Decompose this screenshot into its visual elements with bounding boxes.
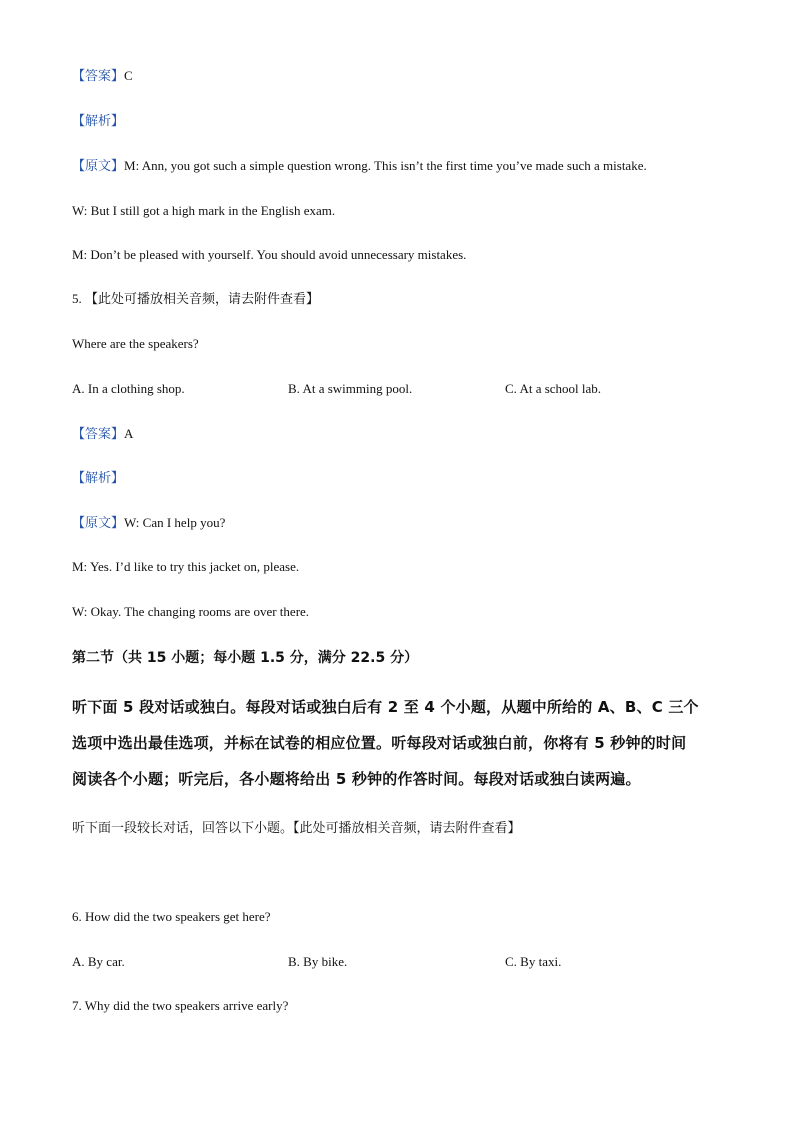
q6-option-c: C. By taxi. — [505, 954, 562, 969]
q6-option-b: B. By bike. — [288, 954, 348, 969]
answer-label: 【答案】 — [72, 68, 125, 83]
q5-script-line-2: M: Yes. I’d like to try this jacket on, please. — [72, 559, 300, 574]
q5-answer — [72, 425, 133, 443]
section2-instruction-2: 选项中选出最佳选项，并标在试卷的相应位置。听每段对话或独白前，你将有 5 秒钟的时间 — [72, 734, 687, 752]
q5-question: Where are the speakers? — [72, 336, 199, 351]
script-text: M: Ann, you got such a simple question wrong. This isn’t the first time you’ve made such a mistake. — [124, 158, 647, 173]
q4-script-line-1 — [72, 157, 647, 175]
q4-script-line-2: W: But I still got a high mark in the English exam. — [72, 203, 336, 218]
q5-option-b: B. At a swimming pool. — [288, 381, 413, 396]
script-text: W: Can I help you? — [124, 515, 226, 530]
script-label: 【原文】 — [72, 515, 125, 530]
long-dialogue-note: 听下面一段较长对话，回答以下小题。【此处可播放相关音频，请去附件查看】 — [72, 820, 521, 835]
script-label: 【原文】 — [72, 158, 125, 173]
q5-script-line-1 — [72, 514, 225, 532]
q4-script-line-3: M: Don’t be pleased with yourself. You should avoid unnecessary mistakes. — [72, 247, 467, 262]
answer-value: A — [124, 426, 134, 441]
q5-option-a: A. In a clothing shop. — [72, 381, 185, 396]
q6-option-a: A. By car. — [72, 954, 125, 969]
q6-question: 6. How did the two speakers get here? — [72, 909, 271, 924]
q5-analysis-label: 【解析】 — [72, 470, 125, 485]
q5-header — [72, 290, 319, 308]
q7-question: 7. Why did the two speakers arrive early? — [72, 998, 289, 1013]
section2-instruction-3: 阅读各个小题；听完后，各小题将给出 5 秒钟的作答时间。每段对话或独白读两遍。 — [72, 770, 641, 788]
q5-option-c: C. At a school lab. — [505, 381, 602, 396]
question-number: 5. — [72, 291, 82, 306]
answer-value: C — [124, 68, 133, 83]
answer-label: 【答案】 — [72, 426, 125, 441]
audio-note: 【此处可播放相关音频，请去附件查看】 — [85, 291, 320, 306]
q4-analysis-label: 【解析】 — [72, 113, 125, 128]
q4-answer — [72, 67, 133, 85]
section2-heading: 第二节（共 15 小题；每小题 1.5 分，满分 22.5 分） — [72, 650, 419, 666]
section2-instruction-1: 听下面 5 段对话或独白。每段对话或独白后有 2 至 4 个小题，从题中所给的 A、B、C 三个 — [72, 698, 699, 716]
q5-script-line-3: W: Okay. The changing rooms are over there. — [72, 604, 310, 619]
